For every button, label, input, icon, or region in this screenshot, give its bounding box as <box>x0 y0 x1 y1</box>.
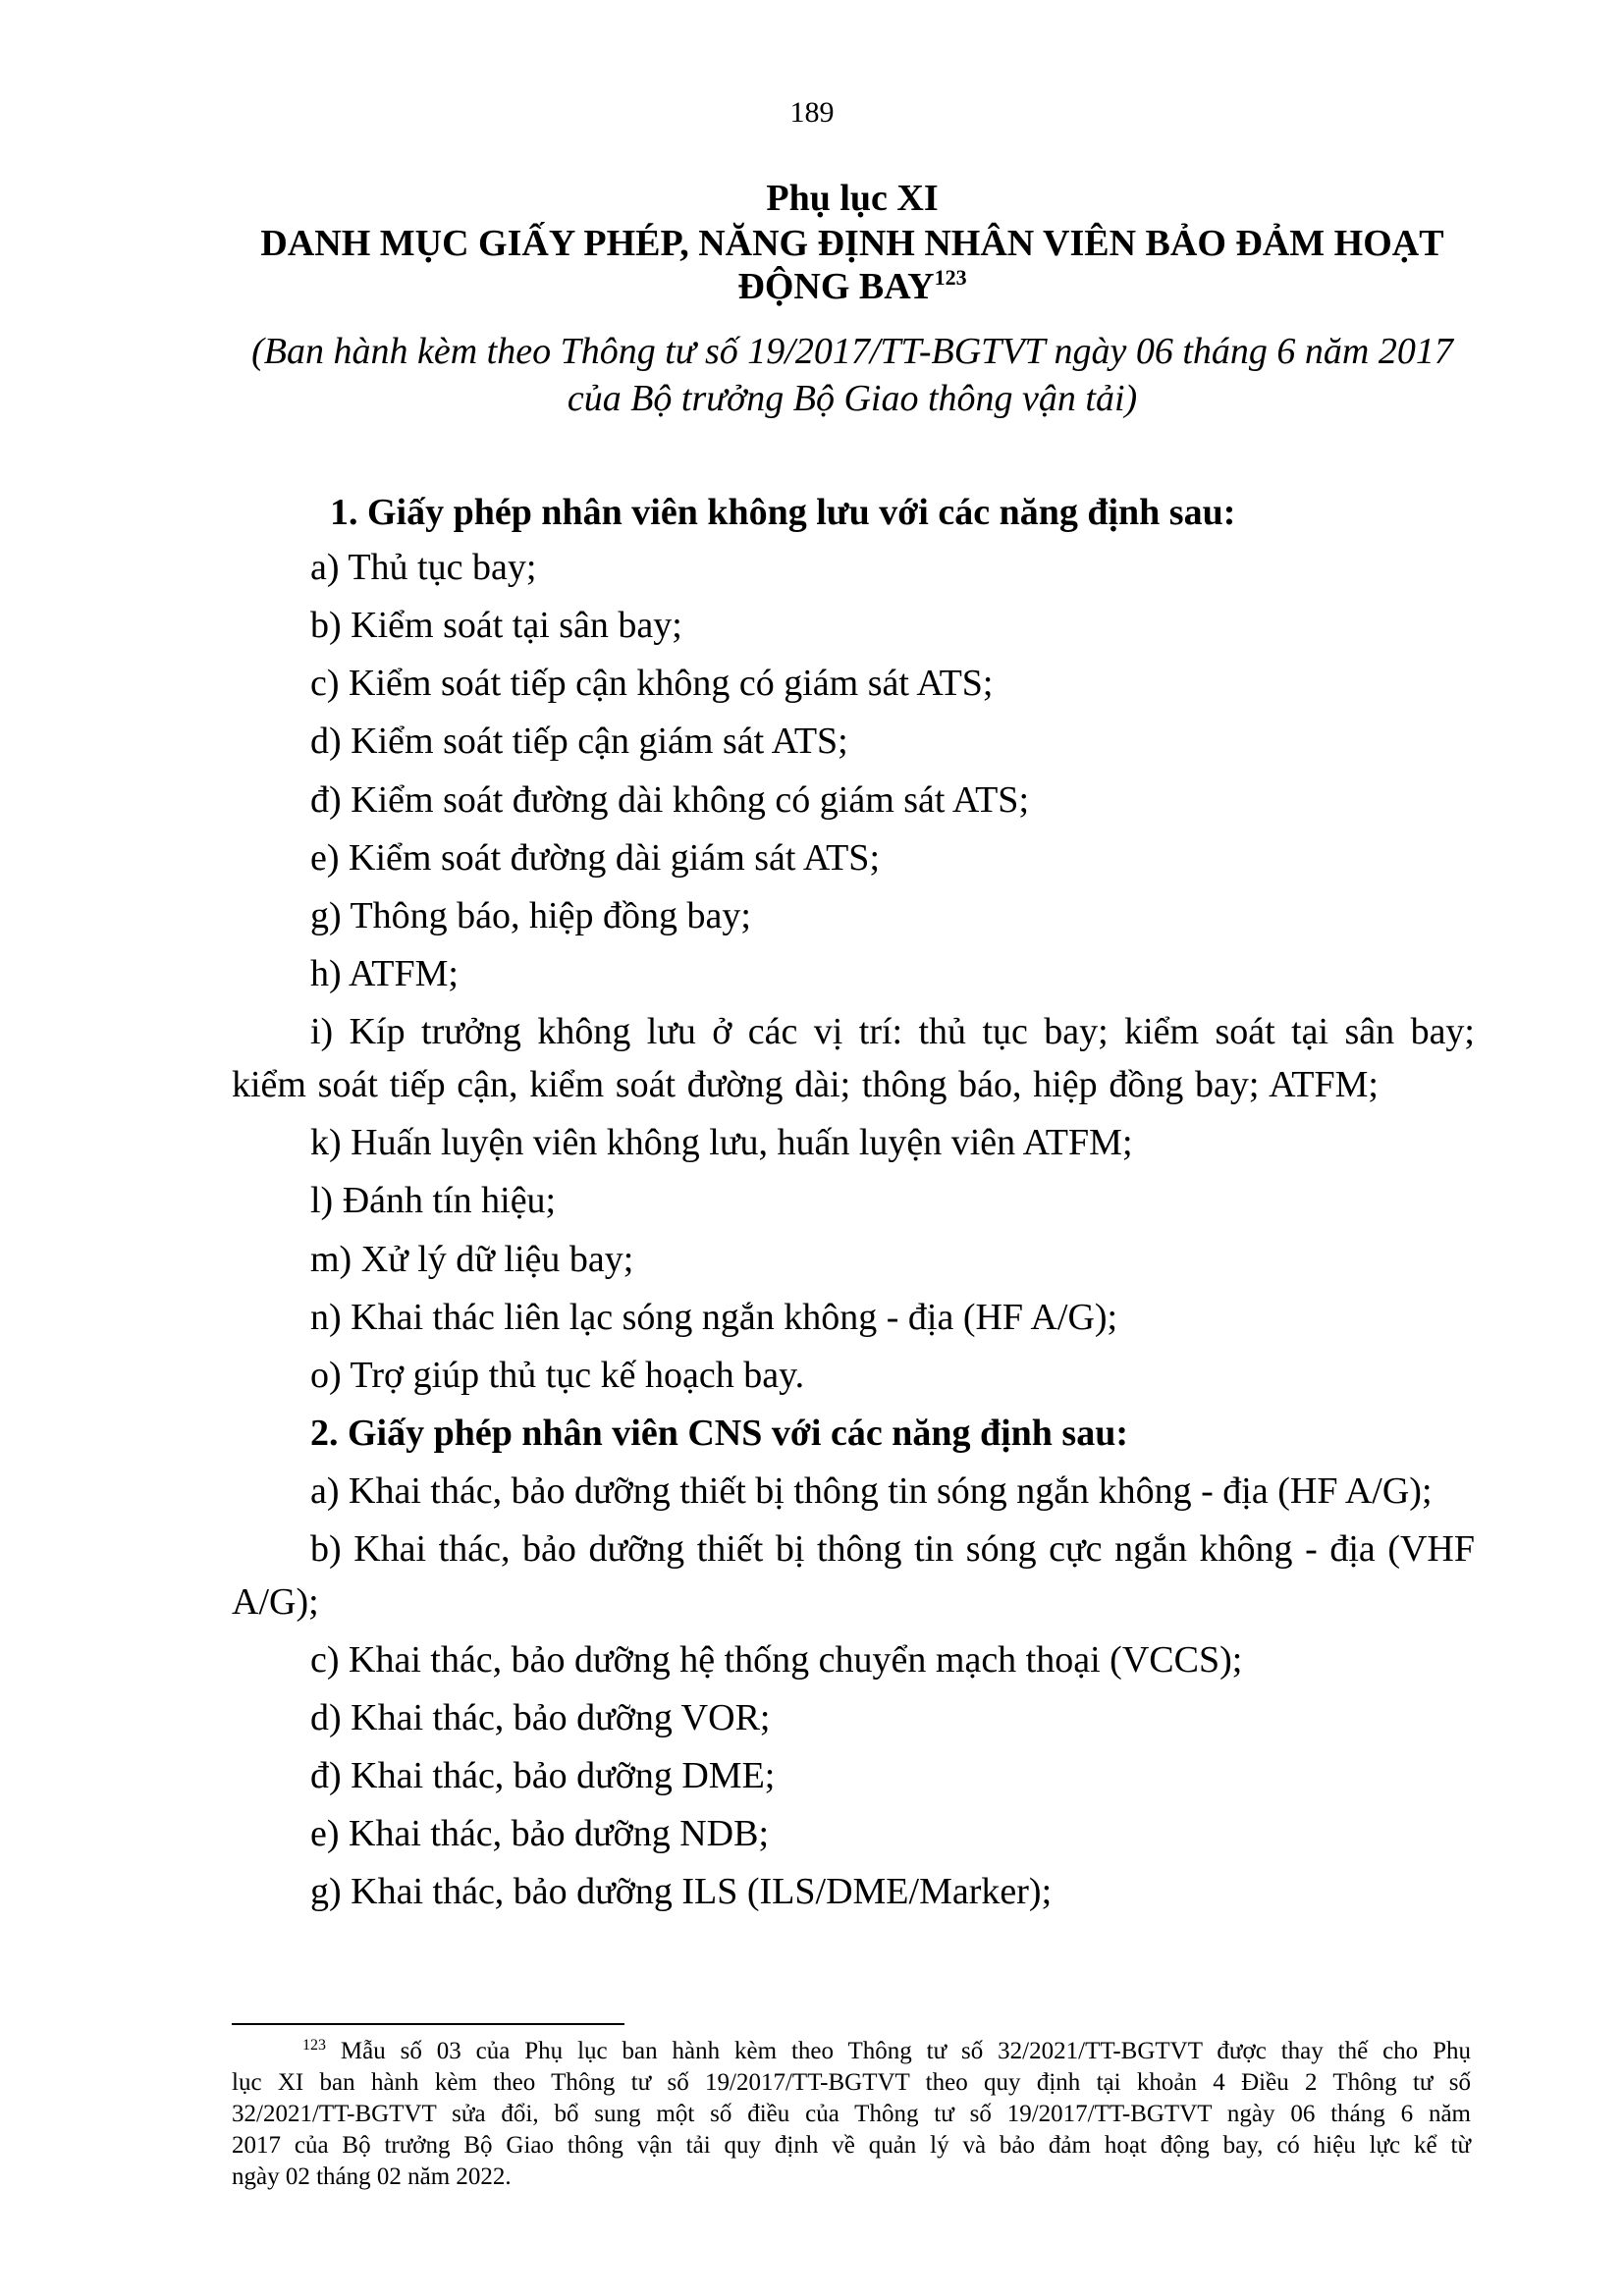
list-item-continuation: A/G); <box>232 1581 319 1623</box>
list-item: n) Khai thác liên lạc sóng ngắn không - địa (HF A/G); <box>310 1297 1118 1338</box>
page-number: 189 <box>789 96 835 129</box>
list-item: c) Kiểm soát tiếp cận không có giám sát ATS; <box>310 663 994 704</box>
list-item: đ) Kiểm soát đường dài không có giám sát ATS; <box>310 779 1030 821</box>
footnote-number: 123 <box>302 2037 326 2054</box>
list-item: h) ATFM; <box>310 953 459 994</box>
appendix-title: Phụ lục XI <box>766 178 939 219</box>
list-item: b) Kiểm soát tại sân bay; <box>310 605 682 646</box>
list-item: g) Khai thác, bảo dưỡng ILS (ILS/DME/Marker); <box>310 1871 1053 1912</box>
footnote-line: 32/2021/TT-BGTVT sửa đổi, bổ sung một số điều của Thông tư số 19/2017/TT-BGTVT ngày 06 tháng 6 năm <box>232 2101 1471 2127</box>
footnote-line: lục XI ban hành kèm theo Thông tư số 19/2017/TT-BGTVT theo quy định tại khoản 4 Điều 2 Thông tư số <box>232 2069 1471 2096</box>
list-item: o) Trợ giúp thủ tục kế hoạch bay. <box>310 1355 805 1396</box>
list-item: g) Thông báo, hiệp đồng bay; <box>310 895 751 936</box>
list-item: i) Kíp trưởng không lưu ở các vị trí: thủ tục bay; kiểm soát tại sân bay; <box>310 1011 1475 1052</box>
list-item: l) Đánh tín hiệu; <box>310 1180 557 1221</box>
list-item-continuation: kiểm soát tiếp cận, kiểm soát đường dài; thông báo, hiệp đồng bay; ATFM; <box>232 1064 1379 1105</box>
footnote-text: Mẫu số 03 của Phụ lục ban hành kèm theo Thông tư số 32/2021/TT-BGTVT được thay thế cho Phụ <box>340 2038 1471 2064</box>
appendix-heading-line-2 <box>228 263 1477 315</box>
section-1-heading: 1. Giấy phép nhân viên không lưu với các năng định sau: <box>330 492 1236 533</box>
list-item: a) Khai thác, bảo dưỡng thiết bị thông tin sóng ngắn không - địa (HF A/G); <box>310 1470 1433 1512</box>
footnote-line: ngày 02 tháng 02 năm 2022. <box>232 2163 512 2190</box>
appendix-heading-line-1: DANH MỤC GIẤY PHÉP, NĂNG ĐỊNH NHÂN VIÊN BẢO ĐẢM HOẠT <box>260 223 1444 264</box>
list-item: b) Khai thác, bảo dưỡng thiết bị thông tin sóng cực ngắn không - địa (VHF <box>310 1528 1475 1570</box>
footnote-line <box>232 2036 1471 2070</box>
list-item: d) Kiểm soát tiếp cận giám sát ATS; <box>310 721 848 762</box>
list-item: d) Khai thác, bảo dưỡng VOR; <box>310 1697 771 1738</box>
list-item: e) Khai thác, bảo dưỡng NDB; <box>310 1813 770 1854</box>
list-item: e) Kiểm soát đường dài giám sát ATS; <box>310 837 881 879</box>
footnote-line: 2017 của Bộ trưởng Bộ Giao thông vận tải quy định về quản lý và bảo đảm hoạt động bay, có hiệu lực kể từ <box>232 2132 1471 2159</box>
footnote-separator <box>232 2023 624 2025</box>
list-item: k) Huấn luyện viên không lưu, huấn luyện viên ATFM; <box>310 1122 1133 1163</box>
subtitle-line-2: của Bộ trưởng Bộ Giao thông vận tải) <box>567 378 1138 419</box>
appendix-heading-text: ĐỘNG BAY <box>737 266 935 307</box>
footnote-reference[interactable]: 123 <box>934 265 967 290</box>
list-item: a) Thủ tục bay; <box>310 547 537 588</box>
list-item: đ) Khai thác, bảo dưỡng DME; <box>310 1755 776 1796</box>
list-item: m) Xử lý dữ liệu bay; <box>310 1239 634 1280</box>
subtitle-line-1: (Ban hành kèm theo Thông tư số 19/2017/TT-BGTVT ngày 06 tháng 6 năm 2017 <box>251 331 1453 372</box>
list-item: c) Khai thác, bảo dưỡng hệ thống chuyển mạch thoại (VCCS); <box>310 1639 1243 1681</box>
section-2-heading: 2. Giấy phép nhân viên CNS với các năng định sau: <box>310 1413 1128 1454</box>
